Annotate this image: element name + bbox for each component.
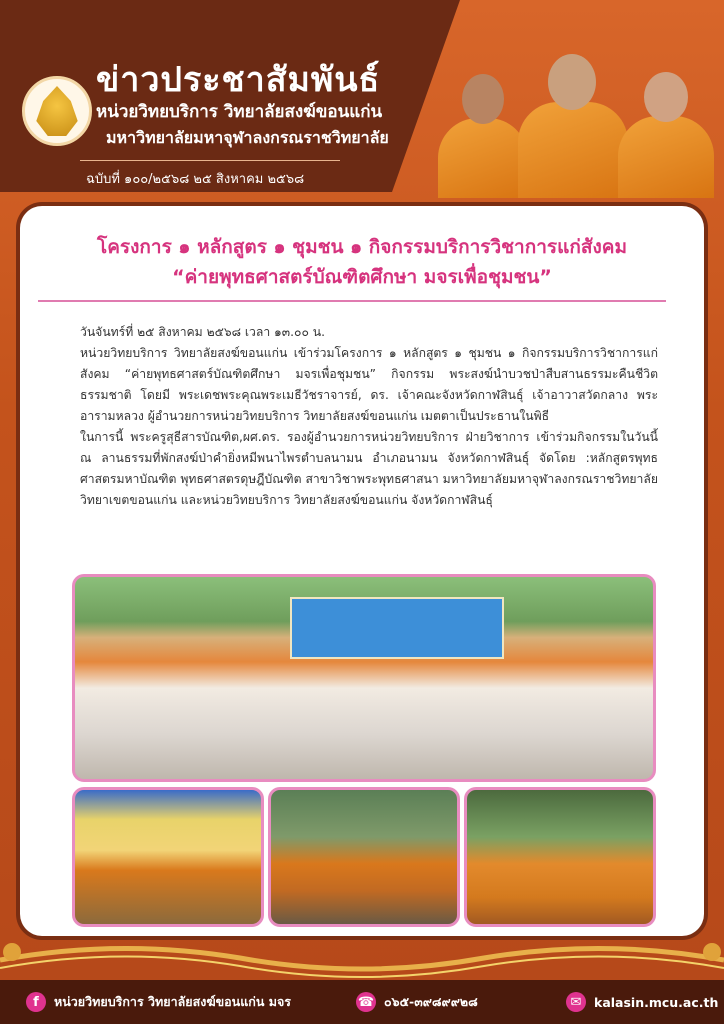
facebook-icon: f: [26, 992, 46, 1012]
monk-portrait-left: [438, 70, 528, 198]
issue-divider: [80, 160, 340, 161]
photo-monk-seated: [268, 787, 460, 927]
article-body: [80, 322, 658, 511]
unit-name: หน่วยวิทยบริการ วิทยาลัยสงฆ์ขอนแก่น: [96, 102, 383, 122]
phone-label: ๐๖๕-๓๙๘๙๙๒๘: [384, 994, 478, 1009]
facebook-label: หน่วยวิทยบริการ วิทยาลัยสงฆ์ขอนแก่น มจร: [54, 994, 292, 1009]
footer-website[interactable]: [566, 992, 718, 1012]
university-name: มหาวิทยาลัยมหาจุฬาลงกรณราชวิทยาลัย: [106, 128, 389, 147]
article-paragraph-1: หน่วยวิทยบริการ วิทยาลัยสงฆ์ขอนแก่น เข้าร่วมโครงการ ๑ หลักสูตร ๑ ชุมชน ๑ กิจกรรมบริการวิชาการแก่สังคม “ค่ายพุทธศาสตร์บัณฑิตศึกษา มจรเพื่อชุมชน” กิจกรรม พระสงฆ์นำบวชป่าสืบสานธรรมะคืนชีวิตธรรมชาติ โดยมี พระเดชพระคุณพระเมธีวัชราจารย์, ดร. เจ้าคณะจังหวัดกาฬสินธุ์ เจ้าอาวาสวัดกลาง พระอารามหลวง ผู้อำนวยการหน่วยวิทยบริการ วิทยาลัยสงฆ์ขอนแก่น เมตตาเป็นประธานในพิธี: [80, 346, 658, 423]
phone-icon: ☎: [356, 992, 376, 1012]
photo-monks-standing: [464, 787, 656, 927]
email-icon: ✉: [566, 992, 586, 1012]
event-banner: [290, 597, 504, 659]
article-date: วันจันทร์ที่ ๒๕ สิงหาคม ๒๕๖๘ เวลา ๑๓.๐๐ น.: [80, 325, 325, 339]
article-heading-line2: “ค่ายพุทธศาสตร์บัณฑิตศึกษา มจรเพื่อชุมชน”: [172, 266, 552, 288]
article-heading-line1: โครงการ ๑ หลักสูตร ๑ ชุมชน ๑ กิจกรรมบริการวิชาการแก่สังคม: [97, 236, 627, 258]
article-paragraph-2: ในการนี้ พระครูสุธีสารบัณฑิต,ผศ.ดร. รองผู้อำนวยการหน่วยวิทยบริการ ฝ่ายวิชาการ เข้าร่วมกิจกรรมในวันนี้ ณ ลานธรรมที่พักสงฆ์ป่าคำยิ่งหมีพนาไพรตำบลนามน อำเภอนามน จังหวัดกาฬสินธุ์ จัดโดย :หลักสูตรพุทธศาสตรมหาบัณฑิต พุทธศาสตรดุษฎีบัณฑิต สาขาวิชาพระพุทธศาสนา มหาวิทยาลัยมหาจุฬาลงกรณราชวิทยาลัย วิทยาเขตขอนแก่น และหน่วยวิทยบริการ วิทยาลัยสงฆ์ขอนแก่น จังหวัดกาฬสินธุ์: [80, 430, 658, 507]
website-label: kalasin.mcu.ac.th: [594, 994, 719, 1010]
issue-info: ฉบับที่ ๑๐๐/๒๕๖๘ ๒๕ สิงหาคม ๒๕๖๘: [86, 172, 305, 187]
decorative-ornament: [0, 930, 724, 980]
heading-divider: [38, 300, 666, 302]
monk-portrait-right: [618, 68, 714, 198]
university-logo: [22, 76, 92, 146]
footer-facebook[interactable]: [26, 992, 291, 1012]
newsletter-title: ข่าวประชาสัมพันธ์: [96, 60, 381, 100]
photo-monk-speaking: [72, 787, 264, 927]
group-photo: [72, 574, 656, 782]
monk-portrait-center: [518, 52, 628, 198]
footer-phone[interactable]: [356, 992, 478, 1012]
